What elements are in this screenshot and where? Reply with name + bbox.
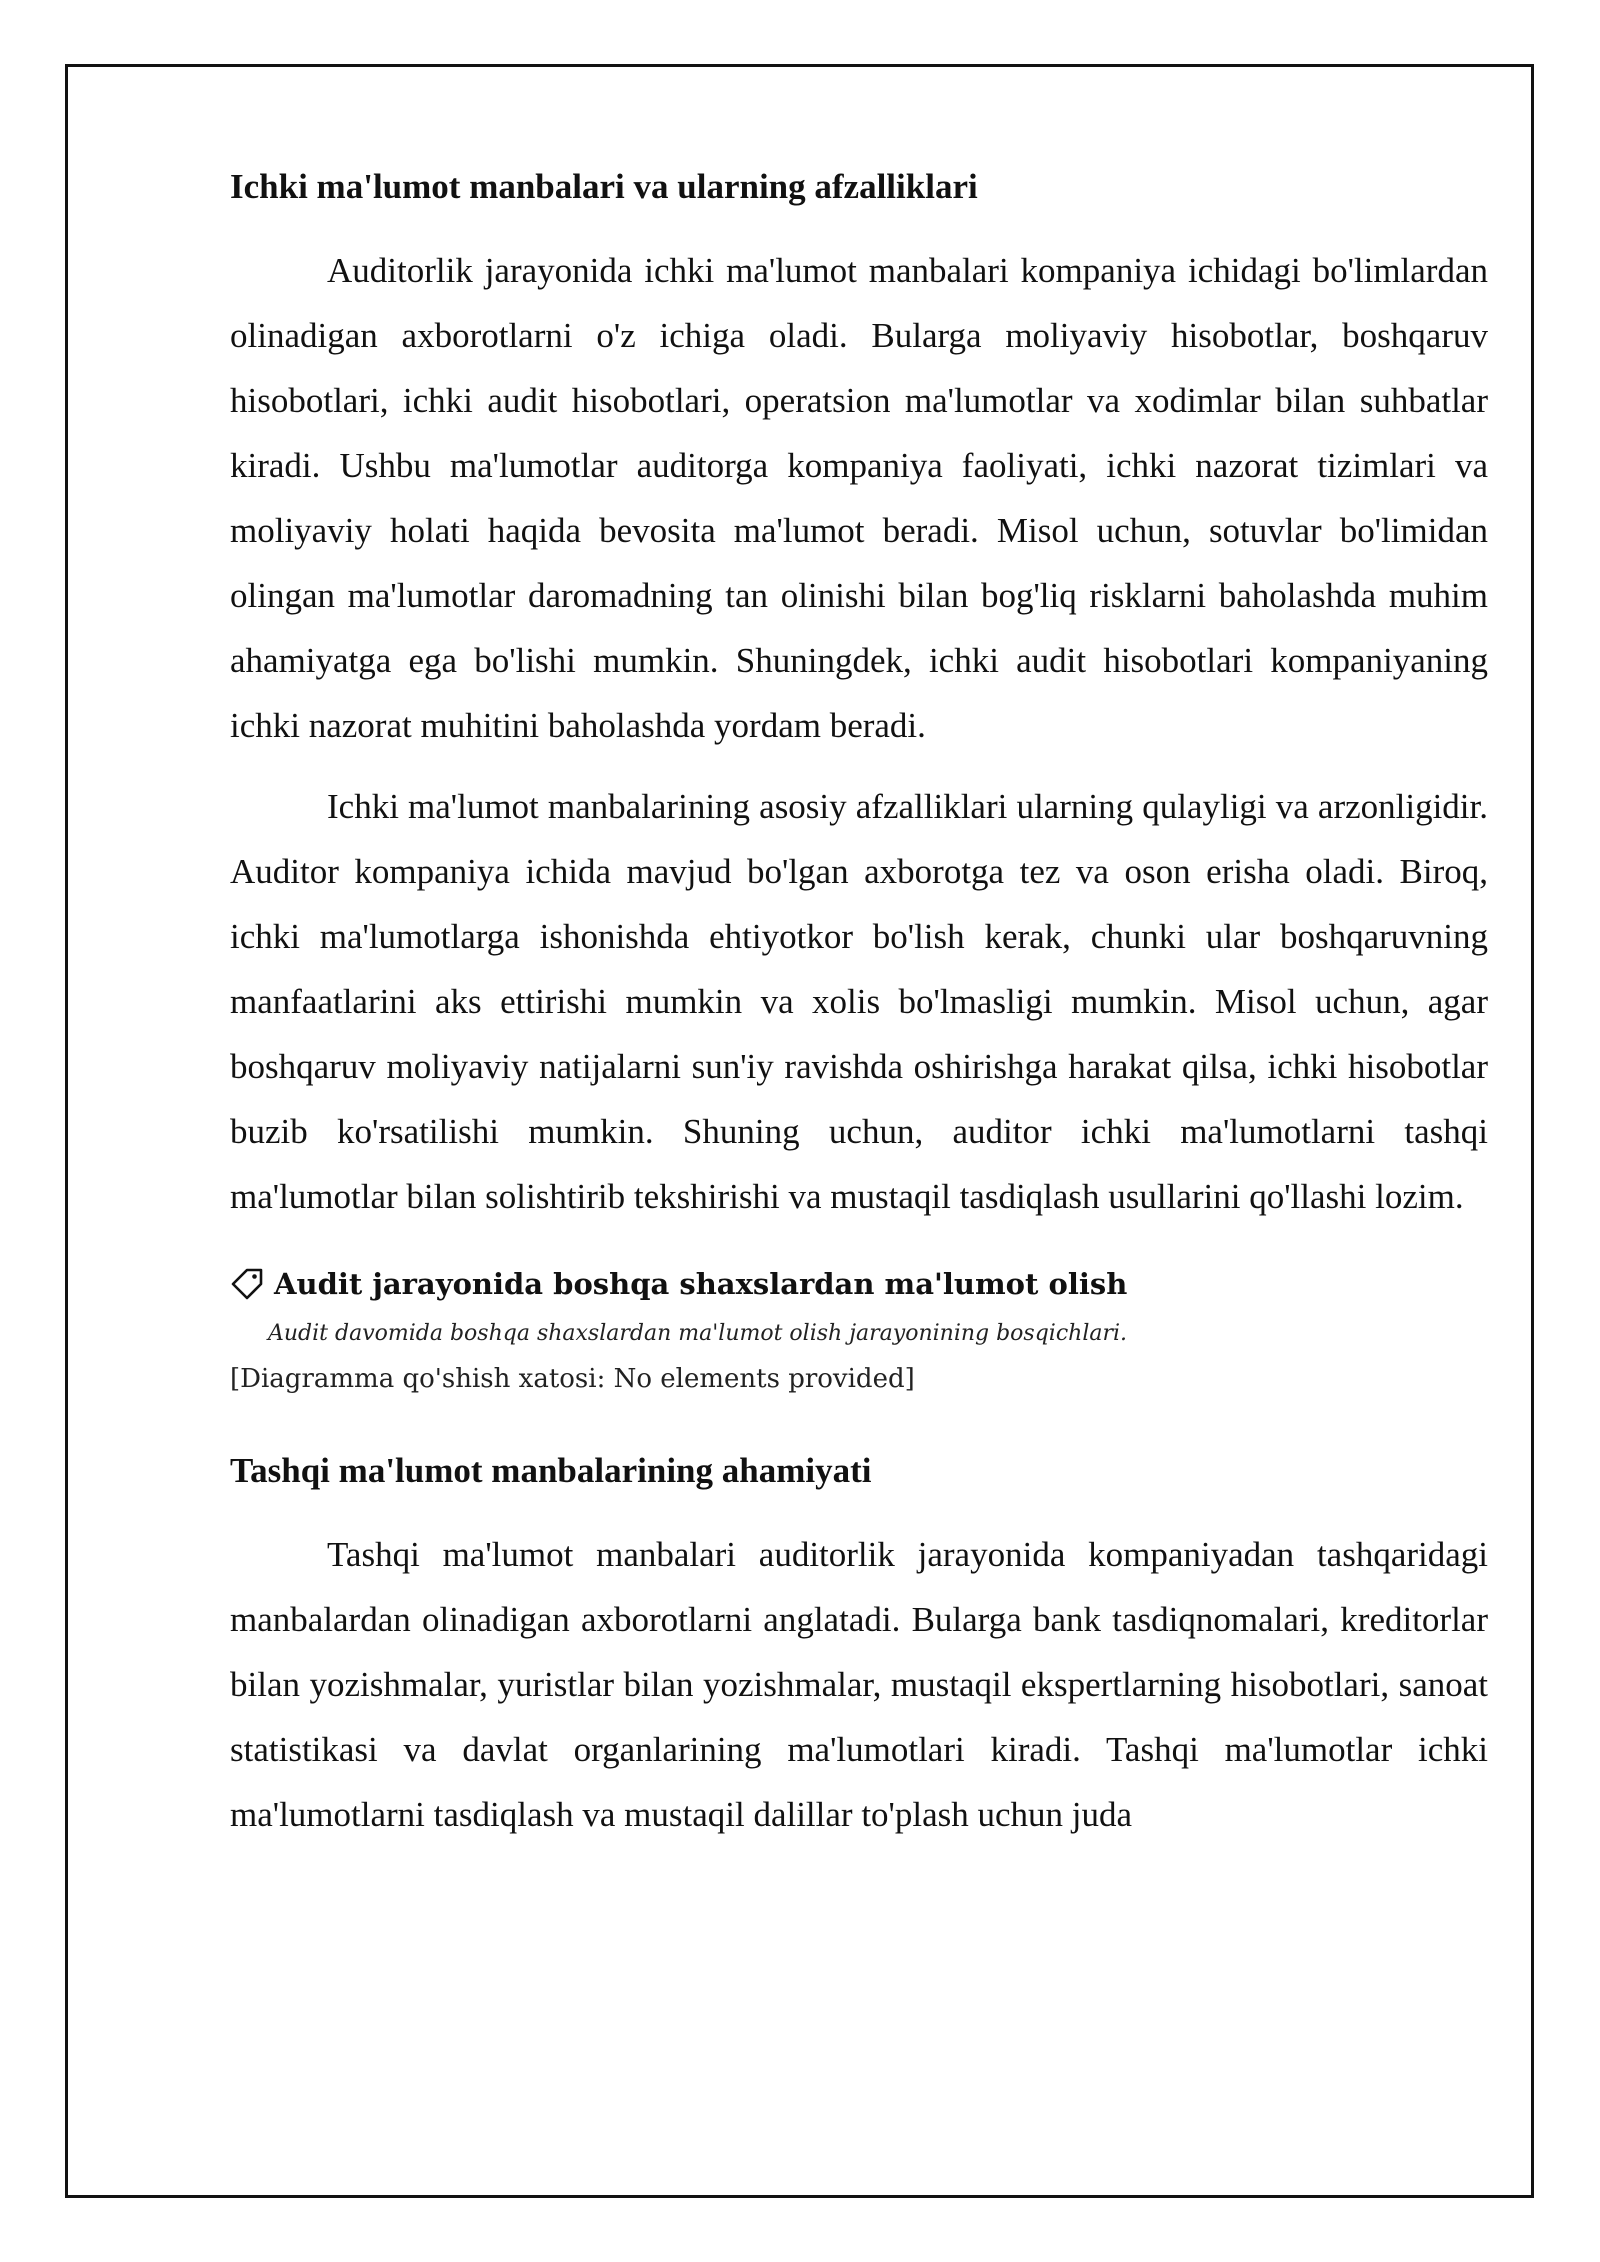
section-heading: Ichki ma'lumot manbalari va ularning afzalliklari	[230, 167, 978, 206]
body-paragraph: Tashqi ma'lumot manbalari auditorlik jarayonida kompaniyadan tashqaridagi manbalardan olinadigan axborotlarni anglatadi. Bularga bank tasdiqnomalari, kreditorlar bilan yozishmalar, yuristlar bilan yozishmalar, mustaqil ekspertlarning hisobotlari, sanoat statistikasi va davlat organlarining ma'lumotlari kiradi. Tashqi ma'lumotlar ichki ma'lumotlarni tasdiqlash va mustaqil dalillar to'plash uchun juda	[230, 1535, 1488, 1834]
tag-icon	[230, 1267, 264, 1301]
body-paragraph: Auditorlik jarayonida ichki ma'lumot manbalari kompaniya ichidagi bo'limlardan olinadigan axborotlarni o'z ichiga oladi. Bularga moliyaviy hisobotlar, boshqaruv hisobotlari, ichki audit hisobotlari, operatsion ma'lumotlar va xodimlar bilan suhbatlar kiradi. Ushbu ma'lumotlar auditorga kompaniya faoliyati, ichki nazorat tizimlari va moliyaviy holati haqida bevosita ma'lumot beradi. Misol uchun, sotuvlar bo'limidan olingan ma'lumotlar daromadning tan olinishi bilan bog'liq risklarni baholashda muhim ahamiyatga ega bo'lishi mumkin. Shuningdek, ichki audit hisobotlari kompaniyaning ichki nazorat muhitini baholashda yordam beradi.	[230, 251, 1488, 745]
figure-title	[230, 1267, 1488, 1301]
diagram-error-message: [Diagramma qo'shish xatosi: No elements provided]	[230, 1364, 915, 1394]
figure-caption: Audit davomida boshqa shaxslardan ma'lumot olish jarayonining bosqichlari.	[268, 1321, 1128, 1346]
section-heading: Tashqi ma'lumot manbalarining ahamiyati	[230, 1451, 872, 1490]
figure-title-text: Audit jarayonida boshqa shaxslardan ma'lumot olish	[274, 1267, 1128, 1301]
document-content	[230, 166, 1488, 1863]
body-paragraph: Ichki ma'lumot manbalarining asosiy afzalliklari ularning qulayligi va arzonligidir. Auditor kompaniya ichida mavjud bo'lgan axborotga tez va oson erisha oladi. Biroq, ichki ma'lumotlarga ishonishda ehtiyotkor bo'lish kerak, chunki ular boshqaruvning manfaatlarini aks ettirishi mumkin va xolis bo'lmasligi mumkin. Misol uchun, agar boshqaruv moliyaviy natijalarni sun'iy ravishda oshirishga harakat qilsa, ichki hisobotlar buzib ko'rsatilishi mumkin. Shuning uchun, auditor ichki ma'lumotlarni tashqi ma'lumotlar bilan solishtirib tekshirishi va mustaqil tasdiqlash usullarini qo'llashi lozim.	[230, 787, 1488, 1216]
